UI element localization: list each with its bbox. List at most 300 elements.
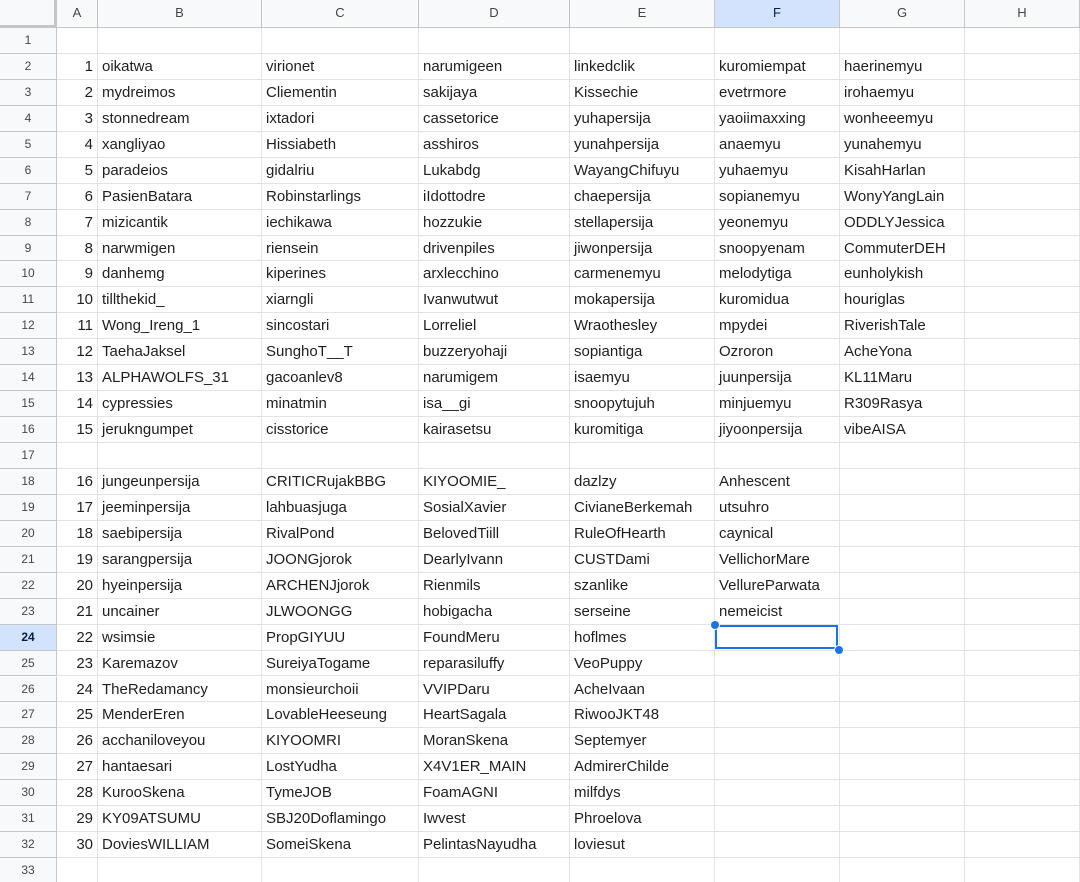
cell-g3[interactable]: irohaemyu <box>840 80 965 106</box>
cell-f16[interactable]: jiyoonpersija <box>715 417 840 443</box>
cell-d12[interactable]: Lorreliel <box>419 313 570 339</box>
cell-a9[interactable]: 8 <box>57 236 98 262</box>
cell-d16[interactable]: kairasetsu <box>419 417 570 443</box>
cell-f3[interactable]: evetrmore <box>715 80 840 106</box>
cell-g11[interactable]: houriglas <box>840 287 965 313</box>
cell-b12[interactable]: Wong_Ireng_1 <box>98 313 262 339</box>
cell-e2[interactable]: linkedclik <box>570 54 715 80</box>
cell-c22[interactable]: ARCHENJjorok <box>262 573 419 599</box>
cell-d30[interactable]: FoamAGNI <box>419 780 570 806</box>
row-header[interactable]: 22 <box>0 573 57 599</box>
cell-e31[interactable]: Phroelova <box>570 806 715 832</box>
cell-h28[interactable] <box>965 728 1080 754</box>
cell-e7[interactable]: chaepersija <box>570 184 715 210</box>
cell-h25[interactable] <box>965 651 1080 677</box>
row-header[interactable]: 32 <box>0 832 57 858</box>
cell-h8[interactable] <box>965 210 1080 236</box>
cell-c24[interactable]: PropGIYUU <box>262 625 419 651</box>
cell-c31[interactable]: SBJ20Doflamingo <box>262 806 419 832</box>
cell-a28[interactable]: 26 <box>57 728 98 754</box>
cell-e22[interactable]: szanlike <box>570 573 715 599</box>
cell-a26[interactable]: 24 <box>57 677 98 703</box>
column-header-d[interactable]: D <box>419 0 570 28</box>
cell-h4[interactable] <box>965 106 1080 132</box>
cell-g13[interactable]: AcheYona <box>840 339 965 365</box>
cell-a6[interactable]: 5 <box>57 158 98 184</box>
cell-h20[interactable] <box>965 521 1080 547</box>
column-header-b[interactable]: B <box>98 0 262 28</box>
cell-g27[interactable] <box>840 702 965 728</box>
cell-e13[interactable]: sopiantiga <box>570 339 715 365</box>
cell-a29[interactable]: 27 <box>57 754 98 780</box>
cell-a15[interactable]: 14 <box>57 391 98 417</box>
cell-f8[interactable]: yeonemyu <box>715 210 840 236</box>
cell-d22[interactable]: Rienmils <box>419 573 570 599</box>
row-header[interactable]: 15 <box>0 391 57 417</box>
cell-g19[interactable] <box>840 495 965 521</box>
cell-d26[interactable]: VVIPDaru <box>419 677 570 703</box>
cell-b7[interactable]: PasienBatara <box>98 184 262 210</box>
cell-c10[interactable]: kiperines <box>262 261 419 287</box>
cell-e14[interactable]: isaemyu <box>570 365 715 391</box>
cell-f5[interactable]: anaemyu <box>715 132 840 158</box>
cell-b2[interactable]: oikatwa <box>98 54 262 80</box>
cell-f14[interactable]: juunpersija <box>715 365 840 391</box>
cell-c26[interactable]: monsieurchoii <box>262 677 419 703</box>
cell-a22[interactable]: 20 <box>57 573 98 599</box>
cell-c19[interactable]: lahbuasjuga <box>262 495 419 521</box>
cell-g2[interactable]: haerinemyu <box>840 54 965 80</box>
cell-h30[interactable] <box>965 780 1080 806</box>
cell-d17[interactable] <box>419 443 570 469</box>
cell-e25[interactable]: VeoPuppy <box>570 651 715 677</box>
row-header[interactable]: 3 <box>0 80 57 106</box>
column-header-g[interactable]: G <box>840 0 965 28</box>
cell-e20[interactable]: RuleOfHearth <box>570 521 715 547</box>
cell-a10[interactable]: 9 <box>57 261 98 287</box>
cell-d6[interactable]: Lukabdg <box>419 158 570 184</box>
row-header[interactable]: 16 <box>0 417 57 443</box>
cell-h12[interactable] <box>965 313 1080 339</box>
row-header[interactable]: 23 <box>0 599 57 625</box>
cell-f17[interactable] <box>715 443 840 469</box>
row-header[interactable]: 17 <box>0 443 57 469</box>
cell-e16[interactable]: kuromitiga <box>570 417 715 443</box>
cell-d7[interactable]: iIdottodre <box>419 184 570 210</box>
cell-a4[interactable]: 3 <box>57 106 98 132</box>
cell-f10[interactable]: melodytiga <box>715 261 840 287</box>
cell-a12[interactable]: 11 <box>57 313 98 339</box>
cell-c17[interactable] <box>262 443 419 469</box>
cell-d29[interactable]: X4V1ER_MAIN <box>419 754 570 780</box>
cell-f6[interactable]: yuhaemyu <box>715 158 840 184</box>
cell-c13[interactable]: SunghoT__T <box>262 339 419 365</box>
cell-d33[interactable] <box>419 858 570 882</box>
cell-d5[interactable]: asshiros <box>419 132 570 158</box>
cell-e28[interactable]: Septemyer <box>570 728 715 754</box>
cell-a18[interactable]: 16 <box>57 469 98 495</box>
cell-d21[interactable]: DearlyIvann <box>419 547 570 573</box>
cell-d28[interactable]: MoranSkena <box>419 728 570 754</box>
cell-a25[interactable]: 23 <box>57 651 98 677</box>
row-header[interactable]: 20 <box>0 521 57 547</box>
cell-g15[interactable]: R309Rasya <box>840 391 965 417</box>
cell-f22[interactable]: VellureParwata <box>715 573 840 599</box>
cell-c28[interactable]: KIYOOMRI <box>262 728 419 754</box>
cell-f1[interactable] <box>715 28 840 54</box>
cell-e32[interactable]: loviesut <box>570 832 715 858</box>
column-header-c[interactable]: C <box>262 0 419 28</box>
cell-h21[interactable] <box>965 547 1080 573</box>
cell-c15[interactable]: minatmin <box>262 391 419 417</box>
cell-f30[interactable] <box>715 780 840 806</box>
cell-a24[interactable]: 22 <box>57 625 98 651</box>
cell-c12[interactable]: sincostari <box>262 313 419 339</box>
cell-g16[interactable]: vibeAISA <box>840 417 965 443</box>
cell-c30[interactable]: TymeJOB <box>262 780 419 806</box>
cell-e17[interactable] <box>570 443 715 469</box>
cell-b33[interactable] <box>98 858 262 882</box>
cell-d15[interactable]: isa__gi <box>419 391 570 417</box>
cell-c16[interactable]: cisstorice <box>262 417 419 443</box>
cell-g5[interactable]: yunahemyu <box>840 132 965 158</box>
cell-d19[interactable]: SosialXavier <box>419 495 570 521</box>
cell-g28[interactable] <box>840 728 965 754</box>
cell-d8[interactable]: hozzukie <box>419 210 570 236</box>
cell-b15[interactable]: cypressies <box>98 391 262 417</box>
cell-d31[interactable]: Iwvest <box>419 806 570 832</box>
cell-e26[interactable]: AcheIvaan <box>570 677 715 703</box>
row-header[interactable]: 33 <box>0 858 57 882</box>
cell-e4[interactable]: yuhapersija <box>570 106 715 132</box>
cell-b19[interactable]: jeeminpersija <box>98 495 262 521</box>
cell-f15[interactable]: minjuemyu <box>715 391 840 417</box>
cell-h29[interactable] <box>965 754 1080 780</box>
cell-f21[interactable]: VellichorMare <box>715 547 840 573</box>
cell-h9[interactable] <box>965 236 1080 262</box>
cell-a27[interactable]: 25 <box>57 702 98 728</box>
cell-c20[interactable]: RivalPond <box>262 521 419 547</box>
cell-c3[interactable]: Cliementin <box>262 80 419 106</box>
cell-c9[interactable]: riensein <box>262 236 419 262</box>
cell-b28[interactable]: acchaniloveyou <box>98 728 262 754</box>
cell-g31[interactable] <box>840 806 965 832</box>
cell-d1[interactable] <box>419 28 570 54</box>
cell-g9[interactable]: CommuterDEH <box>840 236 965 262</box>
row-header[interactable]: 19 <box>0 495 57 521</box>
row-header[interactable]: 5 <box>0 132 57 158</box>
cell-g24[interactable] <box>840 625 965 651</box>
cell-e29[interactable]: AdmirerChilde <box>570 754 715 780</box>
cell-b8[interactable]: mizicantik <box>98 210 262 236</box>
cell-a32[interactable]: 30 <box>57 832 98 858</box>
row-header[interactable]: 28 <box>0 728 57 754</box>
cell-b9[interactable]: narwmigen <box>98 236 262 262</box>
cell-a2[interactable]: 1 <box>57 54 98 80</box>
cell-g32[interactable] <box>840 832 965 858</box>
cell-a17[interactable] <box>57 443 98 469</box>
cell-b14[interactable]: ALPHAWOLFS_31 <box>98 365 262 391</box>
cell-h16[interactable] <box>965 417 1080 443</box>
cell-c5[interactable]: Hissiabeth <box>262 132 419 158</box>
cell-h11[interactable] <box>965 287 1080 313</box>
cell-f33[interactable] <box>715 858 840 882</box>
row-header[interactable]: 2 <box>0 54 57 80</box>
cell-f26[interactable] <box>715 677 840 703</box>
cell-c32[interactable]: SomeiSkena <box>262 832 419 858</box>
cell-c33[interactable] <box>262 858 419 882</box>
cell-h24[interactable] <box>965 625 1080 651</box>
cell-a11[interactable]: 10 <box>57 287 98 313</box>
cell-d2[interactable]: narumigeen <box>419 54 570 80</box>
cell-b31[interactable]: KY09ATSUMU <box>98 806 262 832</box>
cell-b29[interactable]: hantaesari <box>98 754 262 780</box>
row-header[interactable]: 8 <box>0 210 57 236</box>
cell-e11[interactable]: mokapersija <box>570 287 715 313</box>
cell-g7[interactable]: WonyYangLain <box>840 184 965 210</box>
cell-d3[interactable]: sakijaya <box>419 80 570 106</box>
cell-a14[interactable]: 13 <box>57 365 98 391</box>
cell-c18[interactable]: CRITICRujakBBG <box>262 469 419 495</box>
cell-g22[interactable] <box>840 573 965 599</box>
cell-b5[interactable]: xangliyao <box>98 132 262 158</box>
cell-e18[interactable]: dazlzy <box>570 469 715 495</box>
cell-h27[interactable] <box>965 702 1080 728</box>
cell-e24[interactable]: hoflmes <box>570 625 715 651</box>
row-header[interactable]: 12 <box>0 313 57 339</box>
cell-g10[interactable]: eunholykish <box>840 261 965 287</box>
cell-h26[interactable] <box>965 677 1080 703</box>
cell-b1[interactable] <box>98 28 262 54</box>
cell-e10[interactable]: carmenemyu <box>570 261 715 287</box>
cell-c8[interactable]: iechikawa <box>262 210 419 236</box>
cell-g20[interactable] <box>840 521 965 547</box>
cell-f9[interactable]: snoopyenam <box>715 236 840 262</box>
cell-f28[interactable] <box>715 728 840 754</box>
row-header[interactable]: 7 <box>0 184 57 210</box>
cell-f11[interactable]: kuromidua <box>715 287 840 313</box>
cell-e27[interactable]: RiwooJKT48 <box>570 702 715 728</box>
cell-h6[interactable] <box>965 158 1080 184</box>
cell-c6[interactable]: gidalriu <box>262 158 419 184</box>
cell-g18[interactable] <box>840 469 965 495</box>
row-header[interactable]: 27 <box>0 702 57 728</box>
row-header[interactable]: 6 <box>0 158 57 184</box>
cell-e1[interactable] <box>570 28 715 54</box>
cell-e6[interactable]: WayangChifuyu <box>570 158 715 184</box>
cell-f19[interactable]: utsuhro <box>715 495 840 521</box>
cell-b26[interactable]: TheRedamancy <box>98 677 262 703</box>
cell-h33[interactable] <box>965 858 1080 882</box>
cell-h3[interactable] <box>965 80 1080 106</box>
cell-d9[interactable]: drivenpiles <box>419 236 570 262</box>
cell-d20[interactable]: BelovedTiill <box>419 521 570 547</box>
column-header-a[interactable]: A <box>57 0 98 28</box>
cell-d14[interactable]: narumigem <box>419 365 570 391</box>
cell-c21[interactable]: JOONGjorok <box>262 547 419 573</box>
cell-b10[interactable]: danhemg <box>98 261 262 287</box>
cell-h23[interactable] <box>965 599 1080 625</box>
cell-b22[interactable]: hyeinpersija <box>98 573 262 599</box>
cell-a16[interactable]: 15 <box>57 417 98 443</box>
cell-g25[interactable] <box>840 651 965 677</box>
cell-c25[interactable]: SureiyaTogame <box>262 651 419 677</box>
cell-a31[interactable]: 29 <box>57 806 98 832</box>
select-all-corner[interactable] <box>0 0 57 28</box>
cell-f20[interactable]: caynical <box>715 521 840 547</box>
cell-h7[interactable] <box>965 184 1080 210</box>
cell-f32[interactable] <box>715 832 840 858</box>
cell-d25[interactable]: reparasiluffy <box>419 651 570 677</box>
cell-b32[interactable]: DoviesWILLIAM <box>98 832 262 858</box>
cell-e23[interactable]: serseine <box>570 599 715 625</box>
cell-f29[interactable] <box>715 754 840 780</box>
cell-c11[interactable]: xiarngli <box>262 287 419 313</box>
cell-c2[interactable]: virionet <box>262 54 419 80</box>
cell-b3[interactable]: mydreimos <box>98 80 262 106</box>
cell-f25[interactable] <box>715 651 840 677</box>
cell-d24[interactable]: FoundMeru <box>419 625 570 651</box>
selection-handle-top-left[interactable] <box>710 620 720 630</box>
cell-f24[interactable] <box>715 625 840 651</box>
cell-a1[interactable] <box>57 28 98 54</box>
cell-g33[interactable] <box>840 858 965 882</box>
cell-b20[interactable]: saebipersija <box>98 521 262 547</box>
cell-d23[interactable]: hobigacha <box>419 599 570 625</box>
cell-e21[interactable]: CUSTDami <box>570 547 715 573</box>
row-header[interactable]: 29 <box>0 754 57 780</box>
cell-c29[interactable]: LostYudha <box>262 754 419 780</box>
cell-e30[interactable]: milfdys <box>570 780 715 806</box>
cell-c4[interactable]: ixtadori <box>262 106 419 132</box>
cell-g21[interactable] <box>840 547 965 573</box>
row-header[interactable]: 13 <box>0 339 57 365</box>
cell-b18[interactable]: jungeunpersija <box>98 469 262 495</box>
cell-g8[interactable]: ODDLYJessica <box>840 210 965 236</box>
cell-c23[interactable]: JLWOONGG <box>262 599 419 625</box>
row-header[interactable]: 26 <box>0 677 57 703</box>
cell-b11[interactable]: tillthekid_ <box>98 287 262 313</box>
cell-b21[interactable]: sarangpersija <box>98 547 262 573</box>
column-header-e[interactable]: E <box>570 0 715 28</box>
cell-d10[interactable]: arxlecchino <box>419 261 570 287</box>
cell-b23[interactable]: uncainer <box>98 599 262 625</box>
cell-f27[interactable] <box>715 702 840 728</box>
cell-d32[interactable]: PelintasNayudha <box>419 832 570 858</box>
cell-a7[interactable]: 6 <box>57 184 98 210</box>
cell-e19[interactable]: CivianeBerkemah <box>570 495 715 521</box>
cell-a30[interactable]: 28 <box>57 780 98 806</box>
row-header[interactable]: 10 <box>0 261 57 287</box>
cell-f4[interactable]: yaoiimaxxing <box>715 106 840 132</box>
cell-h32[interactable] <box>965 832 1080 858</box>
cell-c7[interactable]: Robinstarlings <box>262 184 419 210</box>
cell-a8[interactable]: 7 <box>57 210 98 236</box>
cell-b17[interactable] <box>98 443 262 469</box>
cell-b6[interactable]: paradeios <box>98 158 262 184</box>
row-header[interactable]: 11 <box>0 287 57 313</box>
cell-h10[interactable] <box>965 261 1080 287</box>
cell-f13[interactable]: Ozroron <box>715 339 840 365</box>
cell-g26[interactable] <box>840 677 965 703</box>
cell-h17[interactable] <box>965 443 1080 469</box>
cell-b4[interactable]: stonnedream <box>98 106 262 132</box>
cell-b24[interactable]: wsimsie <box>98 625 262 651</box>
cell-h1[interactable] <box>965 28 1080 54</box>
cell-a21[interactable]: 19 <box>57 547 98 573</box>
cell-b16[interactable]: jerukngumpet <box>98 417 262 443</box>
row-header[interactable]: 25 <box>0 651 57 677</box>
cell-g1[interactable] <box>840 28 965 54</box>
cell-a33[interactable] <box>57 858 98 882</box>
cell-e12[interactable]: Wraothesley <box>570 313 715 339</box>
cell-g4[interactable]: wonheeemyu <box>840 106 965 132</box>
cell-c14[interactable]: gacoanlev8 <box>262 365 419 391</box>
column-header-f[interactable]: F <box>715 0 840 28</box>
cell-d18[interactable]: KIYOOMIE_ <box>419 469 570 495</box>
row-header[interactable]: 31 <box>0 806 57 832</box>
cell-g14[interactable]: KL11Maru <box>840 365 965 391</box>
cell-a3[interactable]: 2 <box>57 80 98 106</box>
cell-e33[interactable] <box>570 858 715 882</box>
cell-e3[interactable]: Kissechie <box>570 80 715 106</box>
cell-g30[interactable] <box>840 780 965 806</box>
cell-e15[interactable]: snoopytujuh <box>570 391 715 417</box>
row-header[interactable]: 4 <box>0 106 57 132</box>
cell-a20[interactable]: 18 <box>57 521 98 547</box>
cell-g6[interactable]: KisahHarlan <box>840 158 965 184</box>
cell-d27[interactable]: HeartSagala <box>419 702 570 728</box>
cell-h31[interactable] <box>965 806 1080 832</box>
cell-c27[interactable]: LovableHeeseung <box>262 702 419 728</box>
row-header[interactable]: 30 <box>0 780 57 806</box>
cell-f23[interactable]: nemeicist <box>715 599 840 625</box>
selection-fill-handle[interactable] <box>834 645 844 655</box>
column-header-h[interactable]: H <box>965 0 1080 28</box>
cell-c1[interactable] <box>262 28 419 54</box>
row-header[interactable]: 1 <box>0 28 57 54</box>
cell-h18[interactable] <box>965 469 1080 495</box>
cell-h22[interactable] <box>965 573 1080 599</box>
cell-f18[interactable]: Anhescent <box>715 469 840 495</box>
cell-h14[interactable] <box>965 365 1080 391</box>
cell-b30[interactable]: KurooSkena <box>98 780 262 806</box>
cell-g17[interactable] <box>840 443 965 469</box>
cell-f7[interactable]: sopianemyu <box>715 184 840 210</box>
cell-h19[interactable] <box>965 495 1080 521</box>
cell-b27[interactable]: MenderEren <box>98 702 262 728</box>
cell-d11[interactable]: Ivanwutwut <box>419 287 570 313</box>
cell-g12[interactable]: RiverishTale <box>840 313 965 339</box>
cell-b13[interactable]: TaehaJaksel <box>98 339 262 365</box>
row-header[interactable]: 24 <box>0 625 57 651</box>
row-header[interactable]: 14 <box>0 365 57 391</box>
cell-e5[interactable]: yunahpersija <box>570 132 715 158</box>
cell-g23[interactable] <box>840 599 965 625</box>
cell-a5[interactable]: 4 <box>57 132 98 158</box>
row-header[interactable]: 21 <box>0 547 57 573</box>
cell-f31[interactable] <box>715 806 840 832</box>
row-header[interactable]: 9 <box>0 236 57 262</box>
cell-h13[interactable] <box>965 339 1080 365</box>
cell-h15[interactable] <box>965 391 1080 417</box>
cell-e9[interactable]: jiwonpersija <box>570 236 715 262</box>
cell-d13[interactable]: buzzeryohaji <box>419 339 570 365</box>
cell-b25[interactable]: Karemazov <box>98 651 262 677</box>
cell-a23[interactable]: 21 <box>57 599 98 625</box>
cell-h5[interactable] <box>965 132 1080 158</box>
cell-h2[interactable] <box>965 54 1080 80</box>
